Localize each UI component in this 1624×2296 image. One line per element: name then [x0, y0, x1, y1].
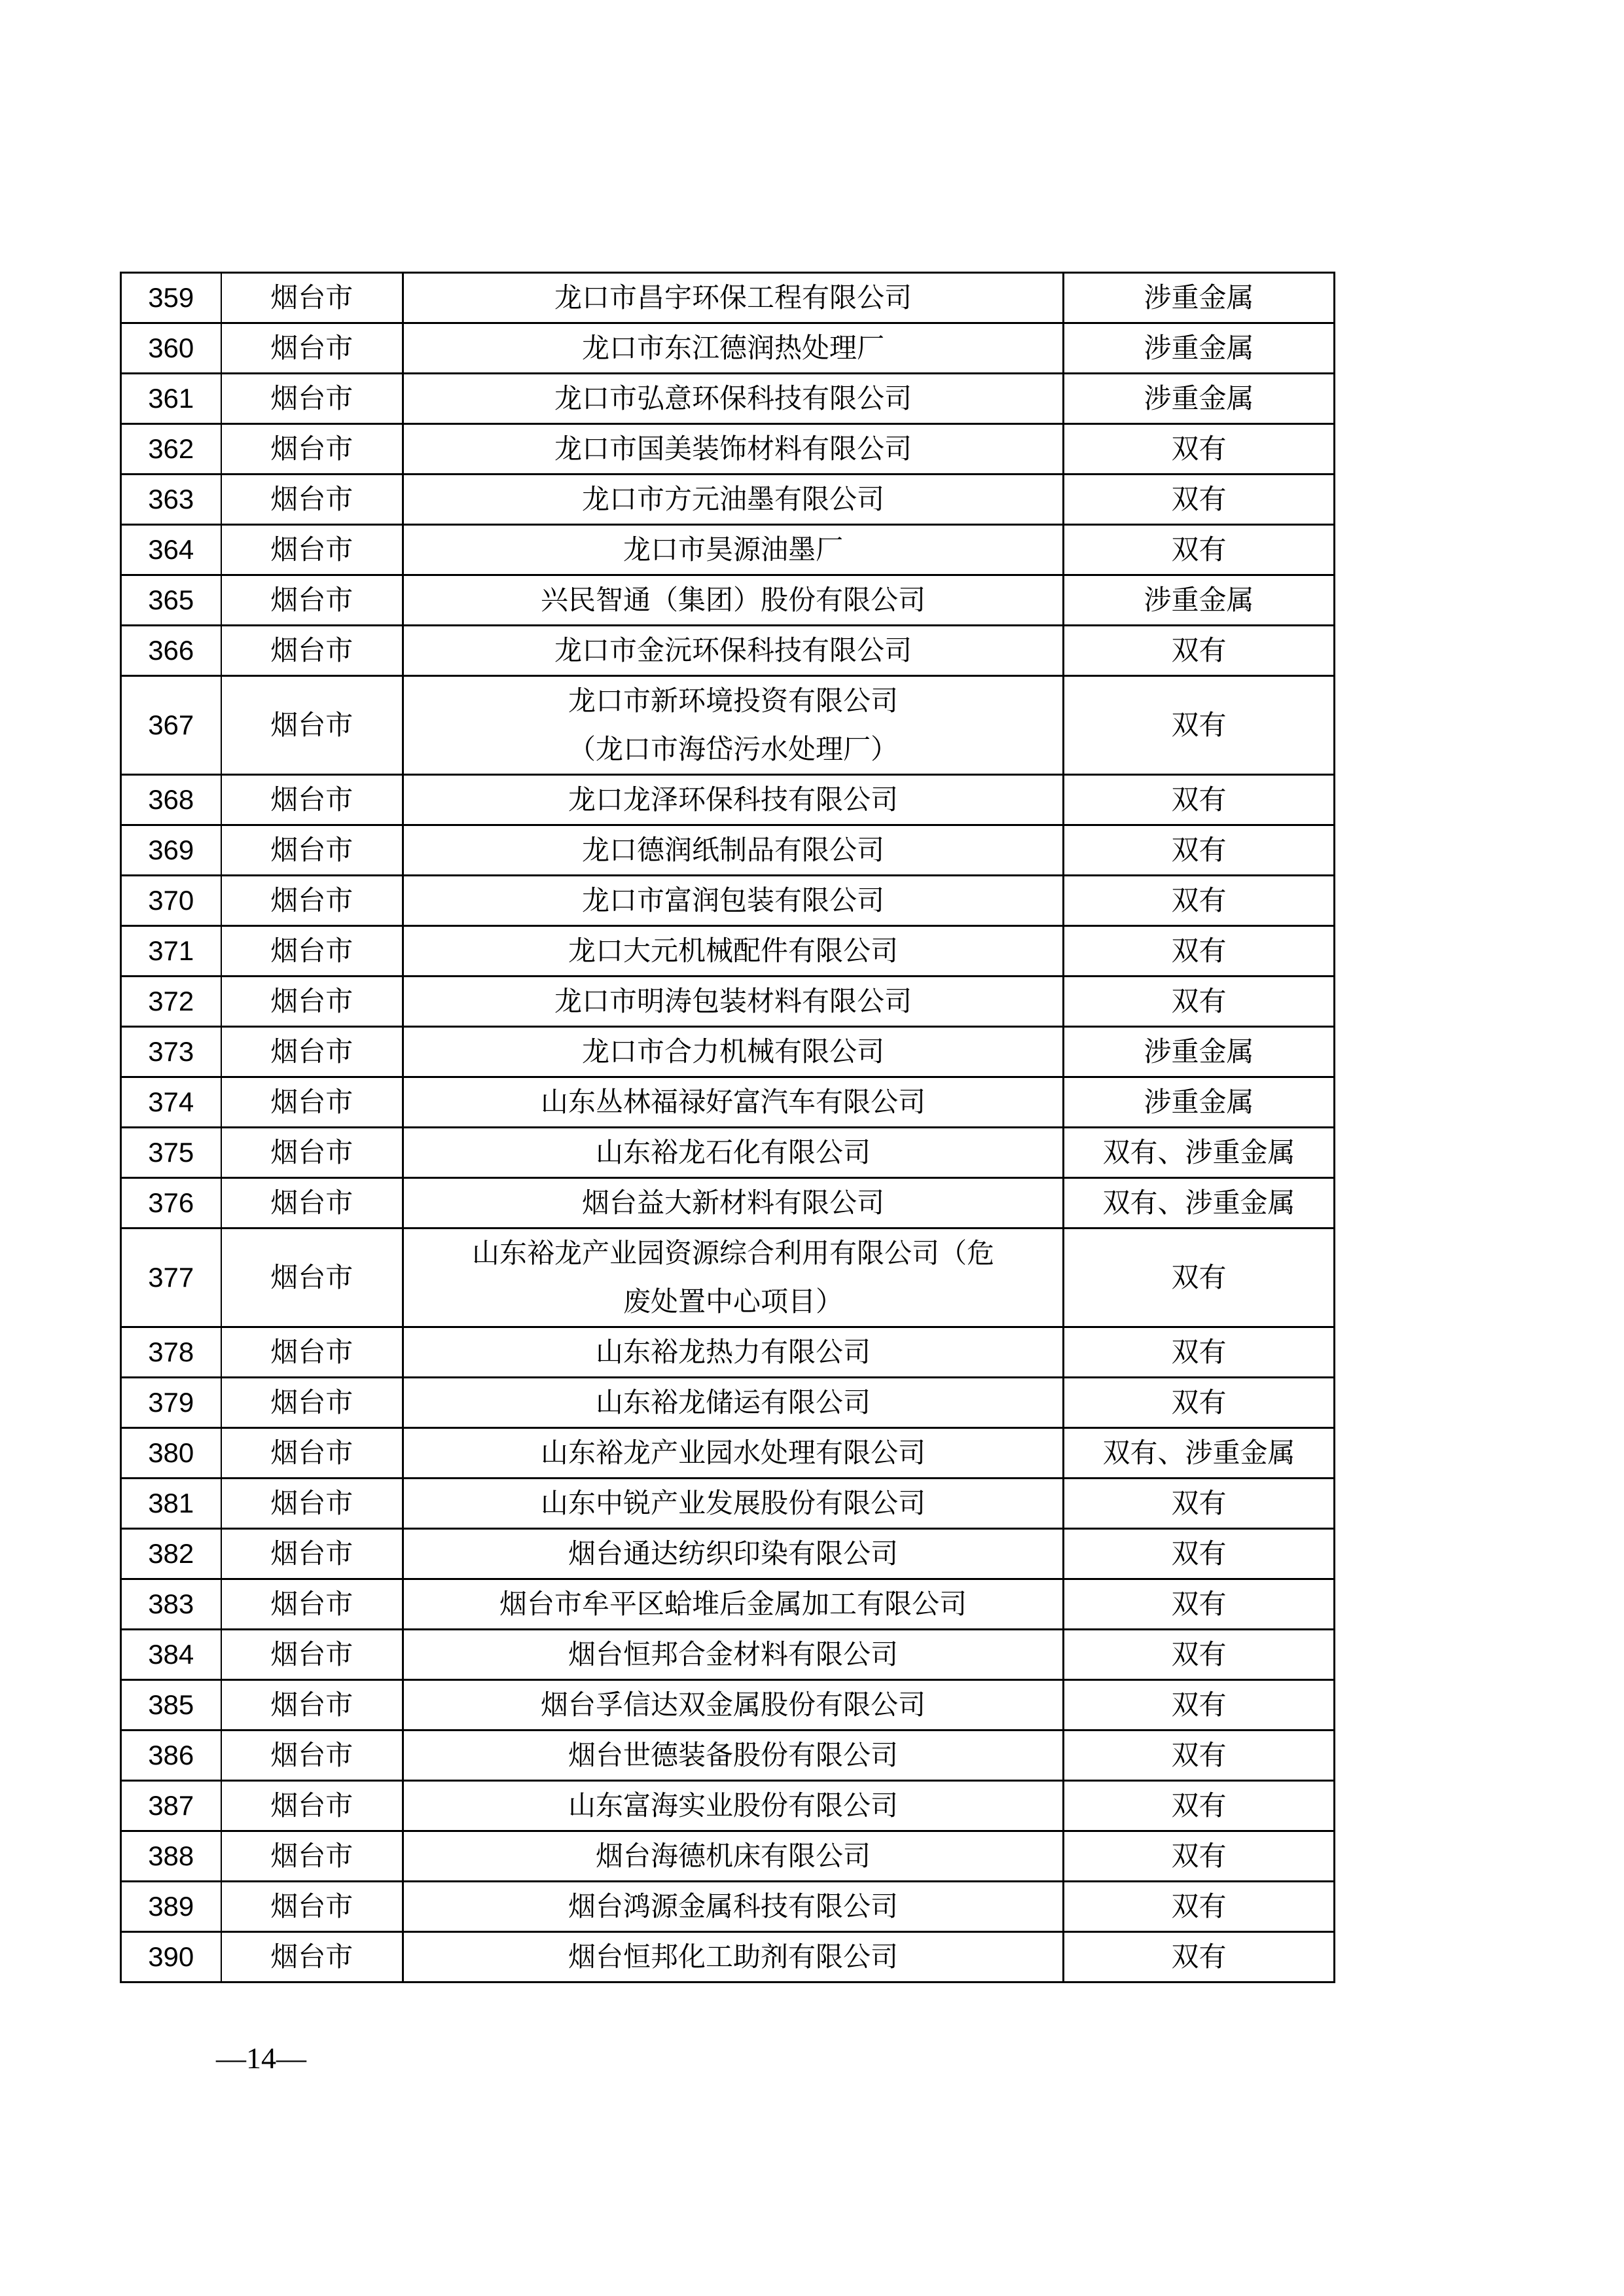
company-name-cell [403, 1077, 1064, 1128]
company-name-cell [403, 626, 1064, 676]
row-number-cell: 381 [121, 1479, 221, 1529]
company-name-cell [403, 424, 1064, 475]
company-name-cell [403, 1479, 1064, 1529]
category-cell: 双有 [1064, 676, 1335, 775]
company-name-cell [403, 1680, 1064, 1731]
table-row [121, 1529, 1335, 1579]
company-name-line: 烟台恒邦化工助剂有限公司 [568, 1941, 898, 1973]
row-number-cell: 364 [121, 525, 221, 575]
row-number-cell: 388 [121, 1831, 221, 1882]
enterprise-list-table [120, 272, 1335, 1983]
table-row [121, 323, 1335, 374]
company-name-cell [403, 525, 1064, 575]
city-cell: 烟台市 [221, 1831, 403, 1882]
company-name-line: 龙口市富润包装有限公司 [581, 884, 884, 916]
table-row [121, 374, 1335, 424]
company-name-cell [403, 323, 1064, 374]
table-row [121, 1680, 1335, 1731]
city-cell: 烟台市 [221, 1630, 403, 1680]
company-name-cell [403, 1731, 1064, 1781]
city-cell: 烟台市 [221, 273, 403, 323]
table-row [121, 1378, 1335, 1428]
city-cell: 烟台市 [221, 424, 403, 475]
category-cell: 双有 [1064, 825, 1335, 876]
company-name-line: 山东裕龙产业园资源综合利用有限公司（危 [471, 1237, 994, 1269]
row-number-cell: 382 [121, 1529, 221, 1579]
category-cell: 双有、涉重金属 [1064, 1128, 1335, 1178]
company-name-cell [403, 876, 1064, 926]
row-number-cell: 367 [121, 676, 221, 775]
category-cell: 双有 [1064, 1327, 1335, 1378]
city-cell: 烟台市 [221, 1882, 403, 1932]
table-row [121, 475, 1335, 525]
city-cell: 烟台市 [221, 825, 403, 876]
row-number-cell: 361 [121, 374, 221, 424]
table-row [121, 1731, 1335, 1781]
row-number-cell: 390 [121, 1932, 221, 1982]
table-row [121, 1178, 1335, 1229]
company-name-cell [403, 1229, 1064, 1327]
city-cell: 烟台市 [221, 977, 403, 1027]
category-cell: 涉重金属 [1064, 1027, 1335, 1077]
company-name-cell [403, 1378, 1064, 1428]
table-row [121, 1077, 1335, 1128]
city-cell: 烟台市 [221, 926, 403, 977]
category-cell: 涉重金属 [1064, 1077, 1335, 1128]
city-cell: 烟台市 [221, 1128, 403, 1178]
city-cell: 烟台市 [221, 1378, 403, 1428]
city-cell: 烟台市 [221, 475, 403, 525]
row-number-cell: 387 [121, 1781, 221, 1831]
company-name-line: 龙口市弘意环保科技有限公司 [554, 382, 912, 414]
company-name-line: 烟台海德机床有限公司 [595, 1840, 871, 1872]
city-cell: 烟台市 [221, 1529, 403, 1579]
category-cell: 双有 [1064, 424, 1335, 475]
table-row [121, 977, 1335, 1027]
table-row [121, 1128, 1335, 1178]
row-number-cell: 373 [121, 1027, 221, 1077]
row-number-cell: 384 [121, 1630, 221, 1680]
company-name-line: 龙口市明涛包装材料有限公司 [554, 985, 912, 1017]
row-number-cell: 366 [121, 626, 221, 676]
row-number-cell: 368 [121, 775, 221, 825]
category-cell: 双有 [1064, 1378, 1335, 1428]
table-row [121, 1428, 1335, 1479]
city-cell: 烟台市 [221, 775, 403, 825]
category-cell: 双有、涉重金属 [1064, 1178, 1335, 1229]
company-name-cell [403, 977, 1064, 1027]
row-number-cell: 379 [121, 1378, 221, 1428]
company-name-line: 烟台孚信达双金属股份有限公司 [540, 1689, 926, 1721]
table-row [121, 825, 1335, 876]
company-name-line: 龙口龙泽环保科技有限公司 [568, 783, 898, 816]
table-row [121, 1579, 1335, 1630]
row-number-cell: 371 [121, 926, 221, 977]
company-name-cell [403, 374, 1064, 424]
row-number-cell: 362 [121, 424, 221, 475]
category-cell: 涉重金属 [1064, 323, 1335, 374]
category-cell: 双有 [1064, 775, 1335, 825]
table-row [121, 1932, 1335, 1982]
row-number-cell: 365 [121, 575, 221, 626]
city-cell: 烟台市 [221, 1579, 403, 1630]
category-cell: 双有 [1064, 626, 1335, 676]
category-cell: 双有 [1064, 1479, 1335, 1529]
company-name-cell [403, 475, 1064, 525]
category-cell: 双有 [1064, 475, 1335, 525]
table-row [121, 1882, 1335, 1932]
city-cell: 烟台市 [221, 626, 403, 676]
category-cell: 双有 [1064, 977, 1335, 1027]
table-row [121, 626, 1335, 676]
category-cell: 双有 [1064, 1932, 1335, 1982]
table-row [121, 775, 1335, 825]
company-name-cell [403, 273, 1064, 323]
company-name-line: 山东丛林福禄好富汽车有限公司 [540, 1086, 926, 1118]
row-number-cell: 369 [121, 825, 221, 876]
category-cell: 双有 [1064, 1630, 1335, 1680]
row-number-cell: 363 [121, 475, 221, 525]
company-name-cell [403, 825, 1064, 876]
row-number-cell: 389 [121, 1882, 221, 1932]
table-row [121, 926, 1335, 977]
company-name-line: 烟台通达纺织印染有限公司 [568, 1537, 898, 1570]
row-number-cell: 360 [121, 323, 221, 374]
category-cell: 双有 [1064, 876, 1335, 926]
city-cell: 烟台市 [221, 323, 403, 374]
city-cell: 烟台市 [221, 1428, 403, 1479]
company-name-line: 山东富海实业股份有限公司 [568, 1789, 898, 1821]
company-name-cell [403, 1027, 1064, 1077]
category-cell: 双有 [1064, 1831, 1335, 1882]
company-name-line: 龙口市昊源油墨厂 [623, 533, 843, 565]
company-name-line: 废处置中心项目） [623, 1285, 843, 1318]
company-name-cell [403, 775, 1064, 825]
company-name-cell [403, 1781, 1064, 1831]
page-number: —14— [216, 2041, 306, 2075]
company-name-line: 山东裕龙石化有限公司 [595, 1136, 871, 1168]
city-cell: 烟台市 [221, 1731, 403, 1781]
table-row [121, 424, 1335, 475]
category-cell: 双有 [1064, 1229, 1335, 1327]
category-cell: 双有 [1064, 1579, 1335, 1630]
company-name-line: 烟台鸿源金属科技有限公司 [568, 1890, 898, 1922]
company-name-line: 龙口市方元油墨有限公司 [581, 483, 884, 515]
company-name-cell [403, 1630, 1064, 1680]
city-cell: 烟台市 [221, 1077, 403, 1128]
company-name-line: 龙口市新环境投资有限公司 [568, 685, 898, 717]
company-name-cell [403, 1882, 1064, 1932]
city-cell: 烟台市 [221, 575, 403, 626]
category-cell: 双有 [1064, 1731, 1335, 1781]
company-name-cell [403, 926, 1064, 977]
company-name-line: 山东裕龙热力有限公司 [595, 1336, 871, 1368]
company-name-line: 烟台市牟平区蛤堆后金属加工有限公司 [499, 1588, 967, 1620]
row-number-cell: 385 [121, 1680, 221, 1731]
category-cell: 双有 [1064, 1680, 1335, 1731]
company-name-line: 龙口市昌宇环保工程有限公司 [554, 281, 912, 314]
company-name-line: 山东裕龙产业园水处理有限公司 [540, 1437, 926, 1469]
company-name-cell [403, 1128, 1064, 1178]
table-row [121, 575, 1335, 626]
row-number-cell: 378 [121, 1327, 221, 1378]
city-cell: 烟台市 [221, 374, 403, 424]
company-name-cell [403, 1831, 1064, 1882]
company-name-cell [403, 1529, 1064, 1579]
company-name-line: 兴民智通（集团）股份有限公司 [540, 584, 926, 616]
city-cell: 烟台市 [221, 1932, 403, 1982]
row-number-cell: 359 [121, 273, 221, 323]
company-name-line: 龙口市合力机械有限公司 [581, 1035, 884, 1067]
table-row [121, 1229, 1335, 1327]
company-name-cell [403, 1178, 1064, 1229]
category-cell: 双有 [1064, 525, 1335, 575]
table-row [121, 525, 1335, 575]
table-row [121, 1630, 1335, 1680]
table-row [121, 273, 1335, 323]
city-cell: 烟台市 [221, 1327, 403, 1378]
category-cell: 涉重金属 [1064, 273, 1335, 323]
company-name-cell [403, 575, 1064, 626]
row-number-cell: 374 [121, 1077, 221, 1128]
category-cell: 双有 [1064, 926, 1335, 977]
row-number-cell: 376 [121, 1178, 221, 1229]
company-name-line: 山东中锐产业发展股份有限公司 [540, 1487, 926, 1519]
company-name-line: 龙口市金沅环保科技有限公司 [554, 634, 912, 666]
company-name-cell [403, 1579, 1064, 1630]
company-name-cell [403, 676, 1064, 775]
row-number-cell: 377 [121, 1229, 221, 1327]
company-name-line: 烟台恒邦合金材料有限公司 [568, 1638, 898, 1670]
table-row [121, 676, 1335, 775]
category-cell: 双有 [1064, 1781, 1335, 1831]
row-number-cell: 386 [121, 1731, 221, 1781]
city-cell: 烟台市 [221, 1781, 403, 1831]
city-cell: 烟台市 [221, 525, 403, 575]
company-name-line: （龙口市海岱污水处理厂） [568, 733, 898, 765]
category-cell: 涉重金属 [1064, 374, 1335, 424]
table-row [121, 1479, 1335, 1529]
city-cell: 烟台市 [221, 1027, 403, 1077]
company-name-line: 山东裕龙储运有限公司 [595, 1386, 871, 1418]
company-name-line: 龙口市东江德润热处理厂 [581, 332, 884, 364]
company-name-line: 龙口市国美装饰材料有限公司 [554, 433, 912, 465]
category-cell: 双有 [1064, 1882, 1335, 1932]
row-number-cell: 380 [121, 1428, 221, 1479]
row-number-cell: 383 [121, 1579, 221, 1630]
company-name-cell [403, 1932, 1064, 1982]
company-name-line: 龙口大元机械配件有限公司 [568, 935, 898, 967]
row-number-cell: 372 [121, 977, 221, 1027]
category-cell: 双有、涉重金属 [1064, 1428, 1335, 1479]
company-name-line: 龙口德润纸制品有限公司 [581, 834, 884, 866]
table-row [121, 1831, 1335, 1882]
city-cell: 烟台市 [221, 1479, 403, 1529]
city-cell: 烟台市 [221, 1229, 403, 1327]
city-cell: 烟台市 [221, 676, 403, 775]
row-number-cell: 370 [121, 876, 221, 926]
city-cell: 烟台市 [221, 1178, 403, 1229]
company-name-line: 烟台益大新材料有限公司 [581, 1187, 884, 1219]
city-cell: 烟台市 [221, 1680, 403, 1731]
table-body [121, 273, 1335, 1982]
table-row [121, 1327, 1335, 1378]
table-row [121, 1027, 1335, 1077]
company-name-cell [403, 1428, 1064, 1479]
category-cell: 双有 [1064, 1529, 1335, 1579]
row-number-cell: 375 [121, 1128, 221, 1178]
company-name-cell [403, 1327, 1064, 1378]
table-row [121, 876, 1335, 926]
category-cell: 涉重金属 [1064, 575, 1335, 626]
city-cell: 烟台市 [221, 876, 403, 926]
company-name-line: 烟台世德装备股份有限公司 [568, 1739, 898, 1771]
table-row [121, 1781, 1335, 1831]
